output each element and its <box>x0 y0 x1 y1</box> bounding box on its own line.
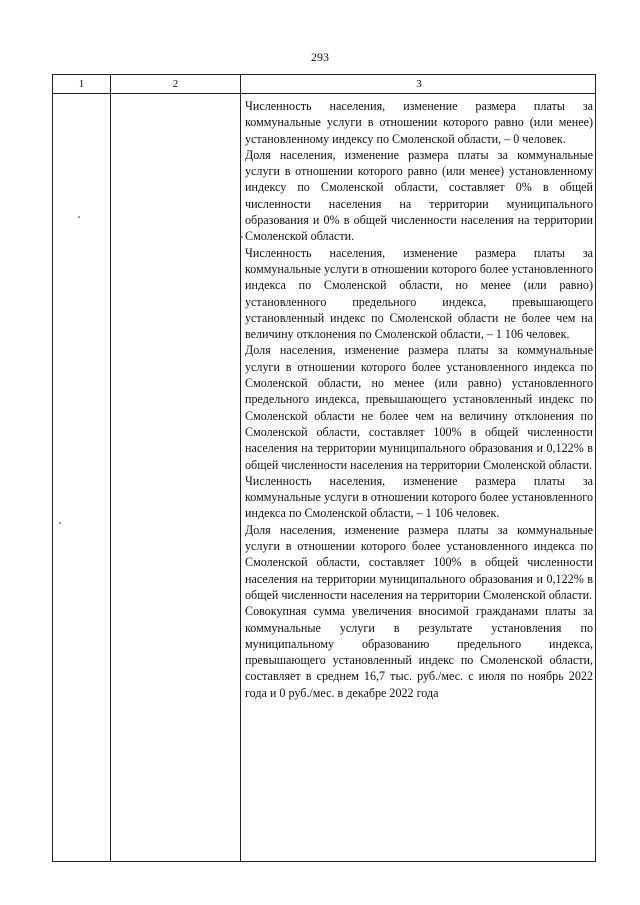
page-number: 293 <box>311 50 329 64</box>
column-header-3: 3 <box>416 78 422 90</box>
scan-speck <box>78 216 80 218</box>
paragraph: Совокупная сумма увеличения вносимой гражданами платы за коммунальные услуги в результате установления по муниципальному образованию предельного индекса, превышающего установленный индекс по Смоленской области, составляет в среднем 16,7 тыс. руб./мес. с июля по ноябрь 2022 года и 0 руб./мес. в декабре 2022 года <box>245 604 593 700</box>
column-header-1: 1 <box>78 78 85 90</box>
paragraph: Доля населения, изменение размера платы за коммунальные услуги в отношении которого более установленного индекса по Смоленской области, но менее (или равно) установленного предельного индекса, превышающего установленный индекс по Смоленской области не более чем на величину отклонения по Смоленской области, составляет 100% в общей численности населения на территории муниципального образования и 0,122% в общей численности населения на территории Смоленской области. <box>245 343 593 472</box>
paragraph: Численность населения, изменение размера платы за коммунальные услуги в отношении которого более установленного индекса по Смоленской области, но менее (или равно) установленного предельного индекса, превышающего установленный индекс по Смоленской области не более чем на величину отклонения по Смоленской области, – 1 106 человек. <box>245 245 593 342</box>
paragraph: Численность населения, изменение размера платы за коммунальные услуги в отношении которого более установленного индекса по Смоленской области, – 1 106 человек. <box>245 473 593 521</box>
paragraph: Доля населения, изменение размера платы за коммунальные услуги в отношении которого равно (или менее) установленному индексу по Смоленской области, составляет 0% в общей численности населения на территории муниципального образования и 0% в общей численности населения на территории Смоленской области. <box>245 147 593 244</box>
paragraph: Численность населения, изменение размера платы за коммунальные услуги в отношении которого равно (или менее) установленному индексу по Смоленской области, – 0 человек. <box>245 99 593 146</box>
column-header-2: 2 <box>172 78 179 90</box>
document-table <box>52 74 596 862</box>
header-divider <box>53 93 595 94</box>
column-divider <box>240 75 241 861</box>
scan-speck <box>241 236 243 238</box>
scan-speck <box>59 522 61 524</box>
column-divider <box>110 75 111 861</box>
column-3-content <box>245 98 593 701</box>
paragraph: Доля населения, изменение размера платы за коммунальные услуги в отношении которого более установленного индекса по Смоленской области, составляет 100% в общей численности населения на территории муниципального образования и 0,122% в общей численности населения на территории Смоленской области. <box>245 522 593 602</box>
